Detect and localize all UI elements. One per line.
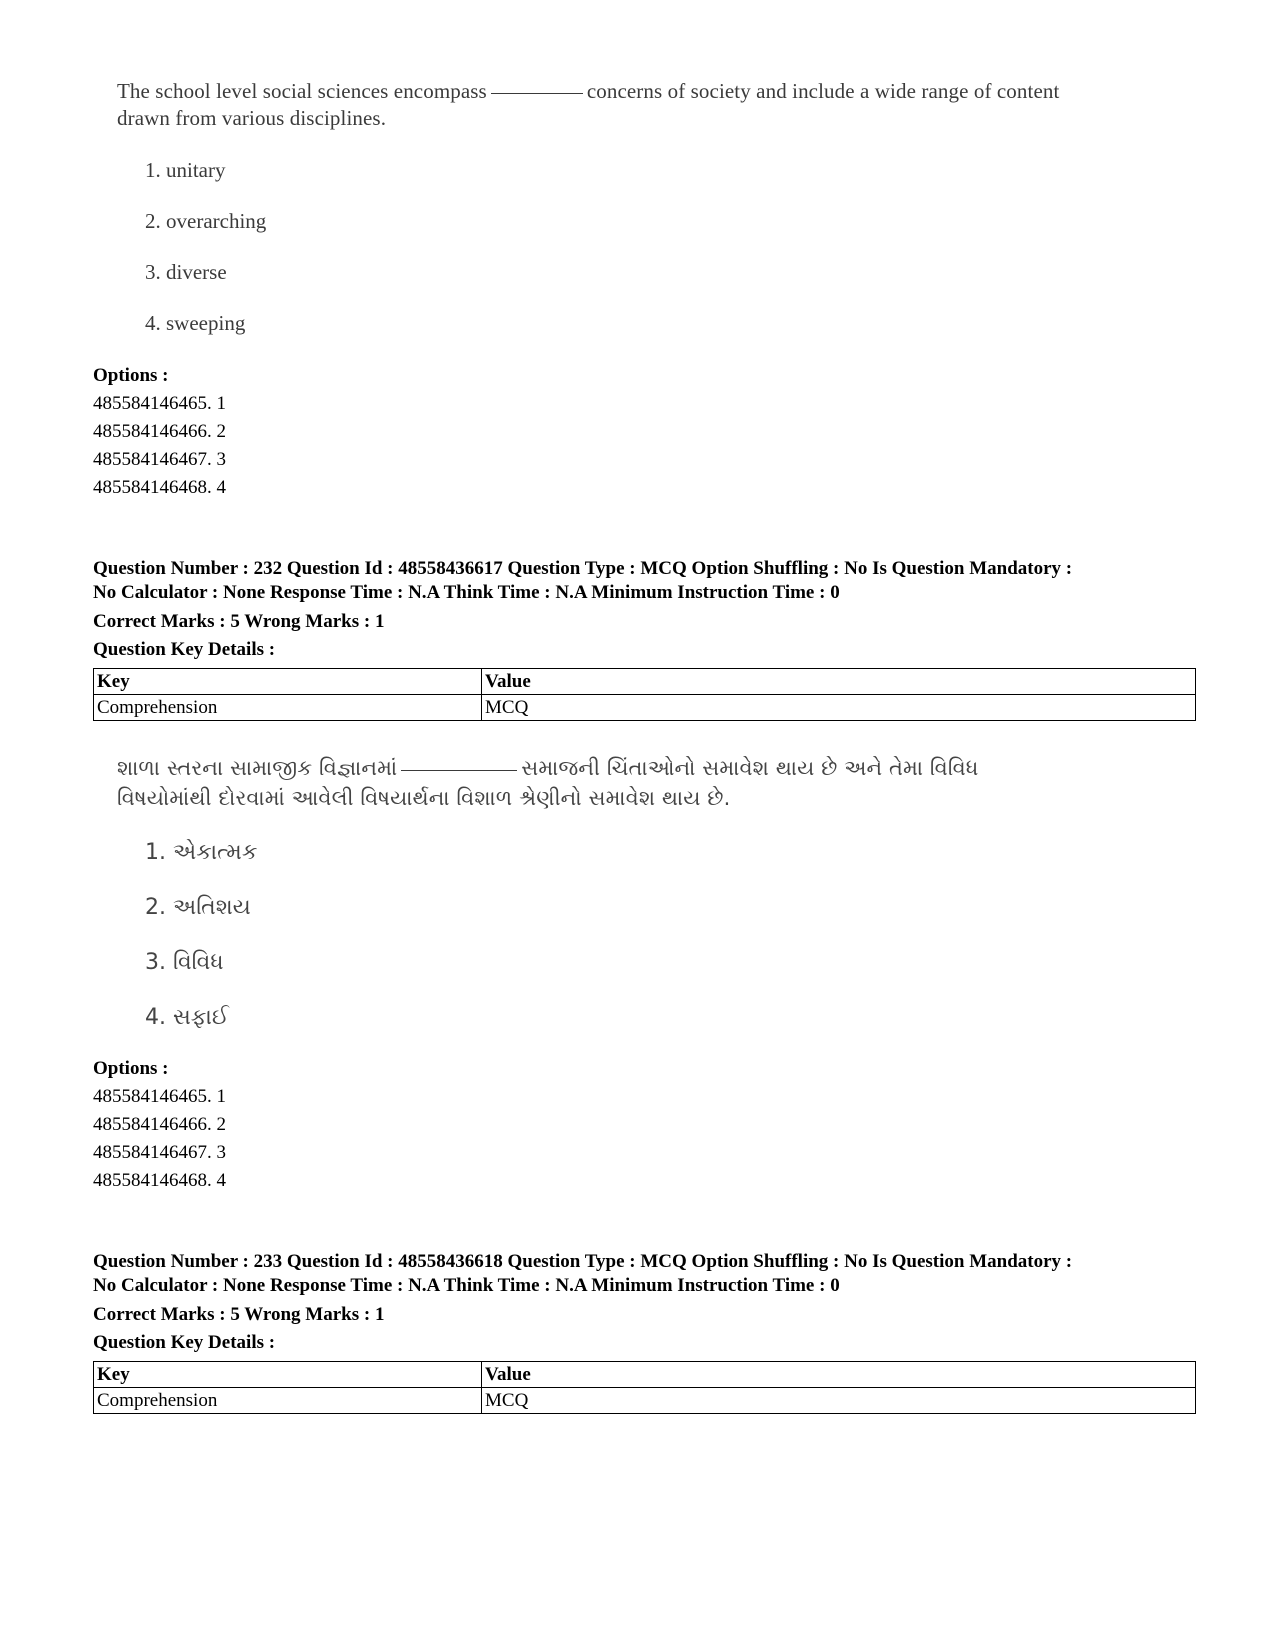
options-label: Options : — [93, 365, 169, 386]
question-image-gujarati — [117, 753, 1217, 1043]
stem-text: શાળા સ્તરના સામાજીક વિજ્ઞાનમાં — [117, 756, 398, 780]
options-label: Options : — [93, 1058, 169, 1079]
option-line: 485584146467. 3 — [93, 449, 226, 470]
key-details-label: Question Key Details : — [93, 1332, 276, 1353]
question-stem — [117, 753, 1217, 813]
table-cell: Comprehension — [94, 695, 482, 721]
option-line: 485584146466. 2 — [93, 421, 226, 442]
table-cell: MCQ — [482, 695, 1196, 721]
image-option: 3. વિવિધ — [145, 950, 224, 975]
key-details-label: Question Key Details : — [93, 639, 276, 660]
image-option: 4. sweeping — [145, 311, 246, 335]
stem-text: વિષયોમાંથી દોરવામાં આવેલી વિષયાર્થના વિશાળ શ્રેણીનો સમાવેશ થાય છે. — [117, 786, 731, 810]
stem-text: concerns of society and include a wide range of content — [586, 79, 1060, 103]
question-meta-line: Question Number : 233 Question Id : 48558436618 Question Type : MCQ Option Shuffling : No Is Question Mandatory : — [93, 1251, 1073, 1272]
stem-text: drawn from various disciplines. — [117, 106, 387, 130]
table-cell: Comprehension — [94, 1388, 482, 1414]
key-details-table — [93, 1361, 1196, 1414]
question-stem — [117, 78, 1217, 132]
answer-blank — [491, 93, 583, 94]
table-header-cell: Key — [94, 669, 482, 695]
image-option: 1. unitary — [145, 158, 226, 182]
stem-text: સમાજની ચિંતાઓનો સમાવેશ થાય છે અને તેમા વિવિધ — [521, 756, 979, 780]
option-line: 485584146467. 3 — [93, 1142, 226, 1163]
image-option: 2. overarching — [145, 209, 267, 233]
table-cell: MCQ — [482, 1388, 1196, 1414]
question-meta — [93, 1250, 1213, 1298]
question-meta-line: No Calculator : None Response Time : N.A Think Time : N.A Minimum Instruction Time : 0 — [93, 582, 840, 603]
table-row — [94, 1388, 1196, 1414]
question-meta — [93, 557, 1213, 605]
question-image-english — [117, 78, 1217, 348]
option-line: 485584146466. 2 — [93, 1114, 226, 1135]
option-line: 485584146465. 1 — [93, 1086, 226, 1107]
marks-line: Correct Marks : 5 Wrong Marks : 1 — [93, 1304, 385, 1325]
table-header-row — [94, 669, 1196, 695]
marks-line: Correct Marks : 5 Wrong Marks : 1 — [93, 611, 385, 632]
question-meta-line: Question Number : 232 Question Id : 48558436617 Question Type : MCQ Option Shuffling : No Is Question Mandatory : — [93, 558, 1073, 579]
table-header-cell: Value — [482, 669, 1196, 695]
image-option: 4. સફાઈ — [145, 1005, 229, 1030]
answer-blank — [401, 770, 517, 771]
option-line: 485584146465. 1 — [93, 393, 226, 414]
image-option: 1. એકાત્મક — [145, 840, 258, 865]
question-meta-line: No Calculator : None Response Time : N.A Think Time : N.A Minimum Instruction Time : 0 — [93, 1275, 840, 1296]
key-details-table — [93, 668, 1196, 721]
table-header-row — [94, 1362, 1196, 1388]
table-header-cell: Value — [482, 1362, 1196, 1388]
option-line: 485584146468. 4 — [93, 477, 226, 498]
stem-text: The school level social sciences encompass — [117, 79, 487, 103]
image-option: 2. અતિશય — [145, 895, 251, 920]
table-row — [94, 695, 1196, 721]
image-option: 3. diverse — [145, 260, 227, 284]
table-header-cell: Key — [94, 1362, 482, 1388]
option-line: 485584146468. 4 — [93, 1170, 226, 1191]
